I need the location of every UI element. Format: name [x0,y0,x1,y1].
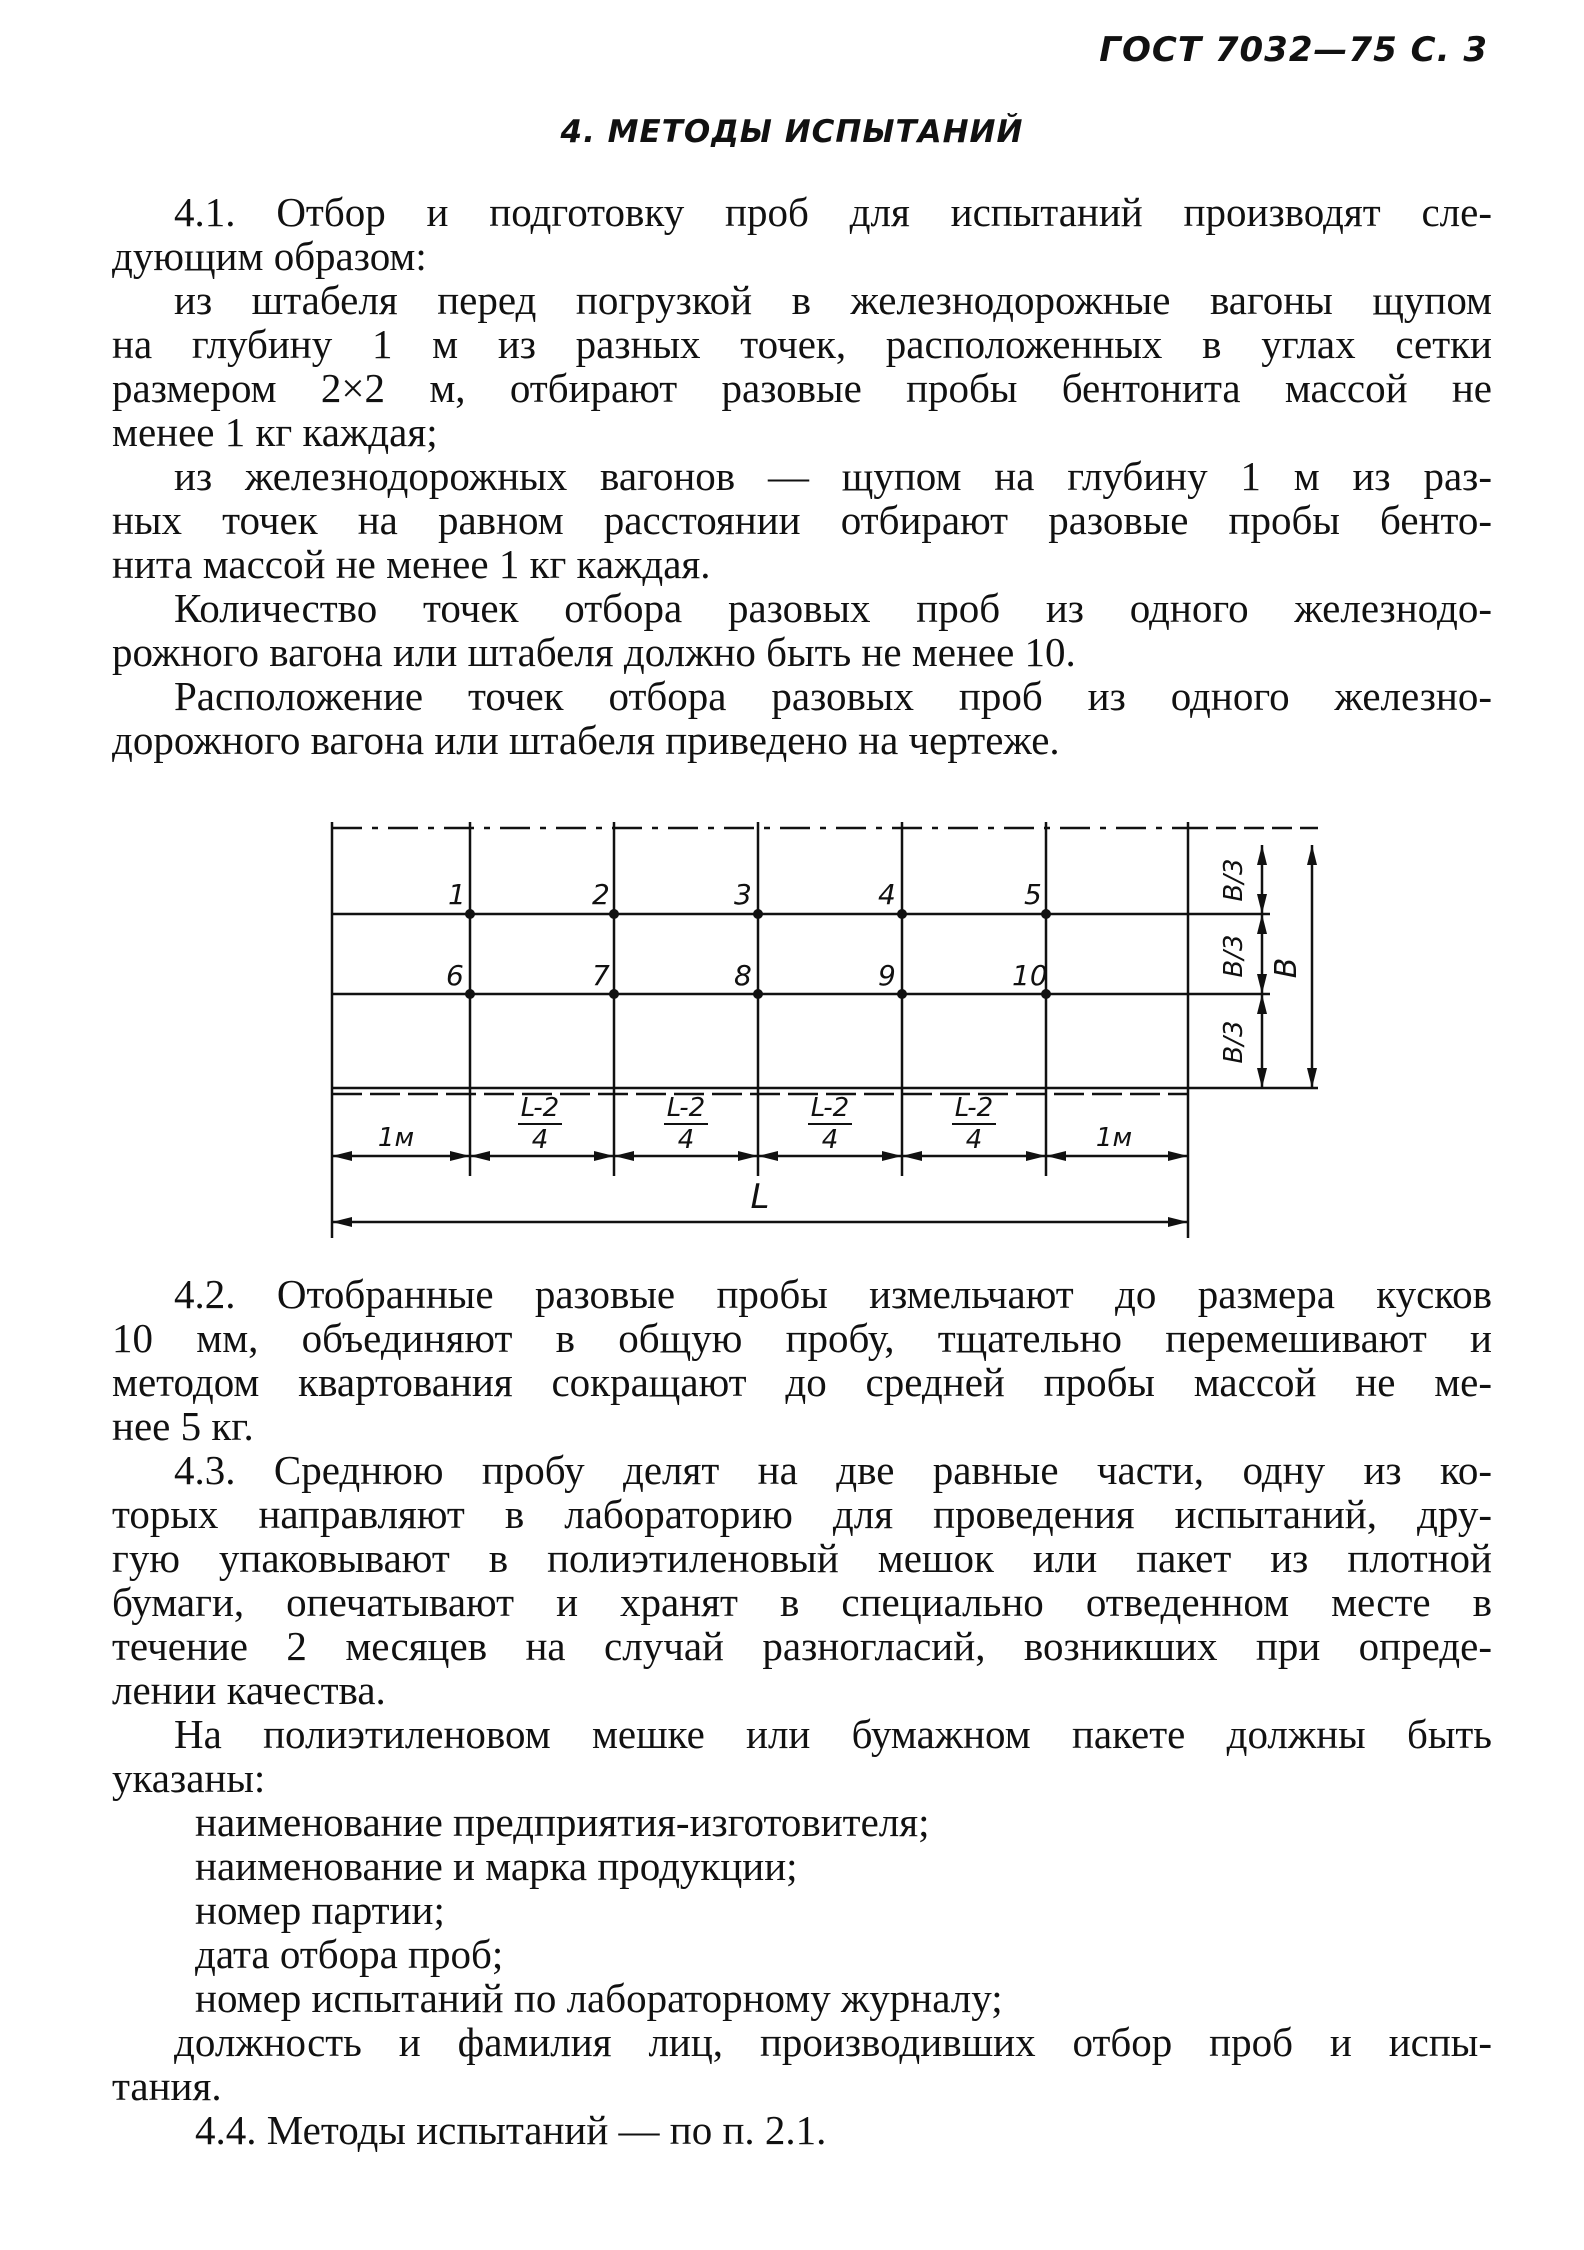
dim-fraction-num: L-2 [520,1093,560,1123]
list-item: наименование предприятия-изготовителя; [195,1799,930,1845]
arrowhead [594,1151,614,1161]
point-label: 9 [878,959,896,992]
dim-b3-label: B/3 [1219,934,1249,978]
dim-fraction-num: L-2 [954,1093,994,1123]
arrowhead [1257,914,1267,934]
paragraph-4-1-stack [112,278,1492,454]
text-line: нита массой не менее 1 кг каждая. [112,541,711,587]
text-line: нее 5 кг. [112,1403,254,1449]
text-line: 4.1. Отбор и подготовку проб для испытаний производят сле- [174,189,1492,235]
arrowhead [902,1151,922,1161]
text-line: 4.4. Методы испытаний — по п. 2.1. [195,2107,827,2153]
point-label: 3 [734,878,752,911]
dim-length-l: L [750,1177,770,1217]
arrowhead [1257,1068,1267,1088]
dim-fraction-num: L-2 [810,1093,850,1123]
dim-fraction-num: L-2 [666,1093,706,1123]
arrowhead [1257,974,1267,994]
paragraph-4-3-label [112,1712,1492,1800]
arrowhead [1046,1151,1066,1161]
point-label: 6 [446,959,464,992]
point-label: 2 [592,878,610,911]
text-line: 4.2. Отобранные разовые пробы измельчают до размера кусков [174,1271,1492,1317]
arrowhead [450,1151,470,1161]
sampling-point [753,909,763,919]
dim-b3-label: B/3 [1219,858,1249,902]
arrowhead [614,1151,634,1161]
arrowhead [1168,1217,1188,1227]
page-header: ГОСТ 7032—75 С. 3 [1099,30,1488,70]
list-item: наименование и марка продукции; [195,1843,798,1889]
point-label: 5 [1024,878,1042,911]
paragraph-4-4 [195,2108,826,2152]
arrowhead [1307,845,1317,865]
text-line: гую упаковывают в полиэтиленовый мешок или пакет из плотной [112,1535,1492,1581]
sampling-point [609,989,619,999]
label-contents-list [195,1800,1003,2020]
point-label: 4 [878,878,896,911]
text-line: указаны: [112,1755,266,1801]
text-line: лении качества. [112,1667,386,1713]
paragraph-4-1 [112,190,1492,278]
section-title: 4. МЕТОДЫ ИСПЫТАНИЙ [560,114,1024,150]
dim-1m-right: 1м [1095,1123,1133,1153]
dim-b-label: B [1269,957,1304,979]
arrowhead [1257,894,1267,914]
text-line: менее 1 кг каждая; [112,409,438,455]
paragraph-4-1-wagons [112,454,1492,586]
point-label: 10 [1012,959,1048,992]
list-item: номер партии; [195,1887,445,1933]
point-label: 8 [734,959,752,992]
dim-fraction-den: 4 [531,1125,549,1155]
text-line: Расположение точек отбора разовых проб из одного железно- [174,673,1492,719]
sampling-point [897,989,907,999]
text-line: ных точек на равном расстоянии отбирают разовые пробы бенто- [112,497,1492,543]
paragraph-4-1-drawing-ref [112,674,1492,762]
point-label: 7 [592,959,610,992]
sampling-point [1041,909,1051,919]
arrowhead [738,1151,758,1161]
text-line: должность и фамилия лиц, производивших отбор проб и испы- [174,2019,1492,2065]
text-line: на глубину 1 м из разных точек, расположенных в углах сетки [112,321,1492,367]
text-line: На полиэтиленовом мешке или бумажном пакете должны быть [174,1711,1492,1757]
text-line: бумаги, опечатывают и хранят в специально отведенном месте в [112,1579,1492,1625]
arrowhead [332,1217,352,1227]
text-line: из штабеля перед погрузкой в железнодорожные вагоны щупом [174,277,1492,323]
text-line: рожного вагона или штабеля должно быть не менее 10. [112,629,1076,675]
text-line: размером 2×2 м, отбирают разовые пробы бентонита массой не [112,365,1492,411]
point-label: 1 [448,878,466,911]
text-line: Количество точек отбора разовых проб из одного железнодо- [174,585,1492,631]
list-item-last [112,2020,1492,2108]
arrowhead [1168,1151,1188,1161]
paragraph-4-1-count [112,586,1492,674]
text-line: течение 2 месяцев на случай разногласий, возникших при опреде- [112,1623,1492,1669]
sampling-point [753,989,763,999]
dim-fraction-den: 4 [965,1125,983,1155]
text-line: тания. [112,2063,222,2109]
paragraph-4-2 [112,1272,1492,1448]
dim-1m-left: 1м [377,1123,415,1153]
list-item: дата отбора проб; [195,1931,504,1977]
sampling-point [465,909,475,919]
sampling-points-drawing [0,810,1584,1240]
text-line: методом квартования сокращают до средней пробы массой не ме- [112,1359,1492,1405]
arrowhead [1257,994,1267,1014]
text-line: дорожного вагона или штабеля приведено на чертеже. [112,717,1060,763]
text-line: дующим образом: [112,233,427,279]
dim-fraction-den: 4 [677,1125,695,1155]
sampling-point [465,989,475,999]
text-line: из железнодорожных вагонов — щупом на глубину 1 м из раз- [174,453,1492,499]
arrowhead [1307,1068,1317,1088]
paragraph-4-3 [112,1448,1492,1712]
arrowhead [882,1151,902,1161]
arrowhead [758,1151,778,1161]
text-line: торых направляют в лабораторию для проведения испытаний, дру- [112,1491,1492,1537]
arrowhead [1026,1151,1046,1161]
arrowhead [332,1151,352,1161]
dim-fraction-den: 4 [821,1125,839,1155]
arrowhead [470,1151,490,1161]
list-item: номер испытаний по лабораторному журналу; [195,1975,1003,2021]
sampling-point [609,909,619,919]
sampling-point [897,909,907,919]
arrowhead [1257,845,1267,865]
text-line: 10 мм, объединяют в общую пробу, тщательно перемешивают и [112,1315,1492,1361]
text-line: 4.3. Среднюю пробу делят на две равные части, одну из ко- [174,1447,1492,1493]
dim-b3-label: B/3 [1219,1020,1249,1064]
